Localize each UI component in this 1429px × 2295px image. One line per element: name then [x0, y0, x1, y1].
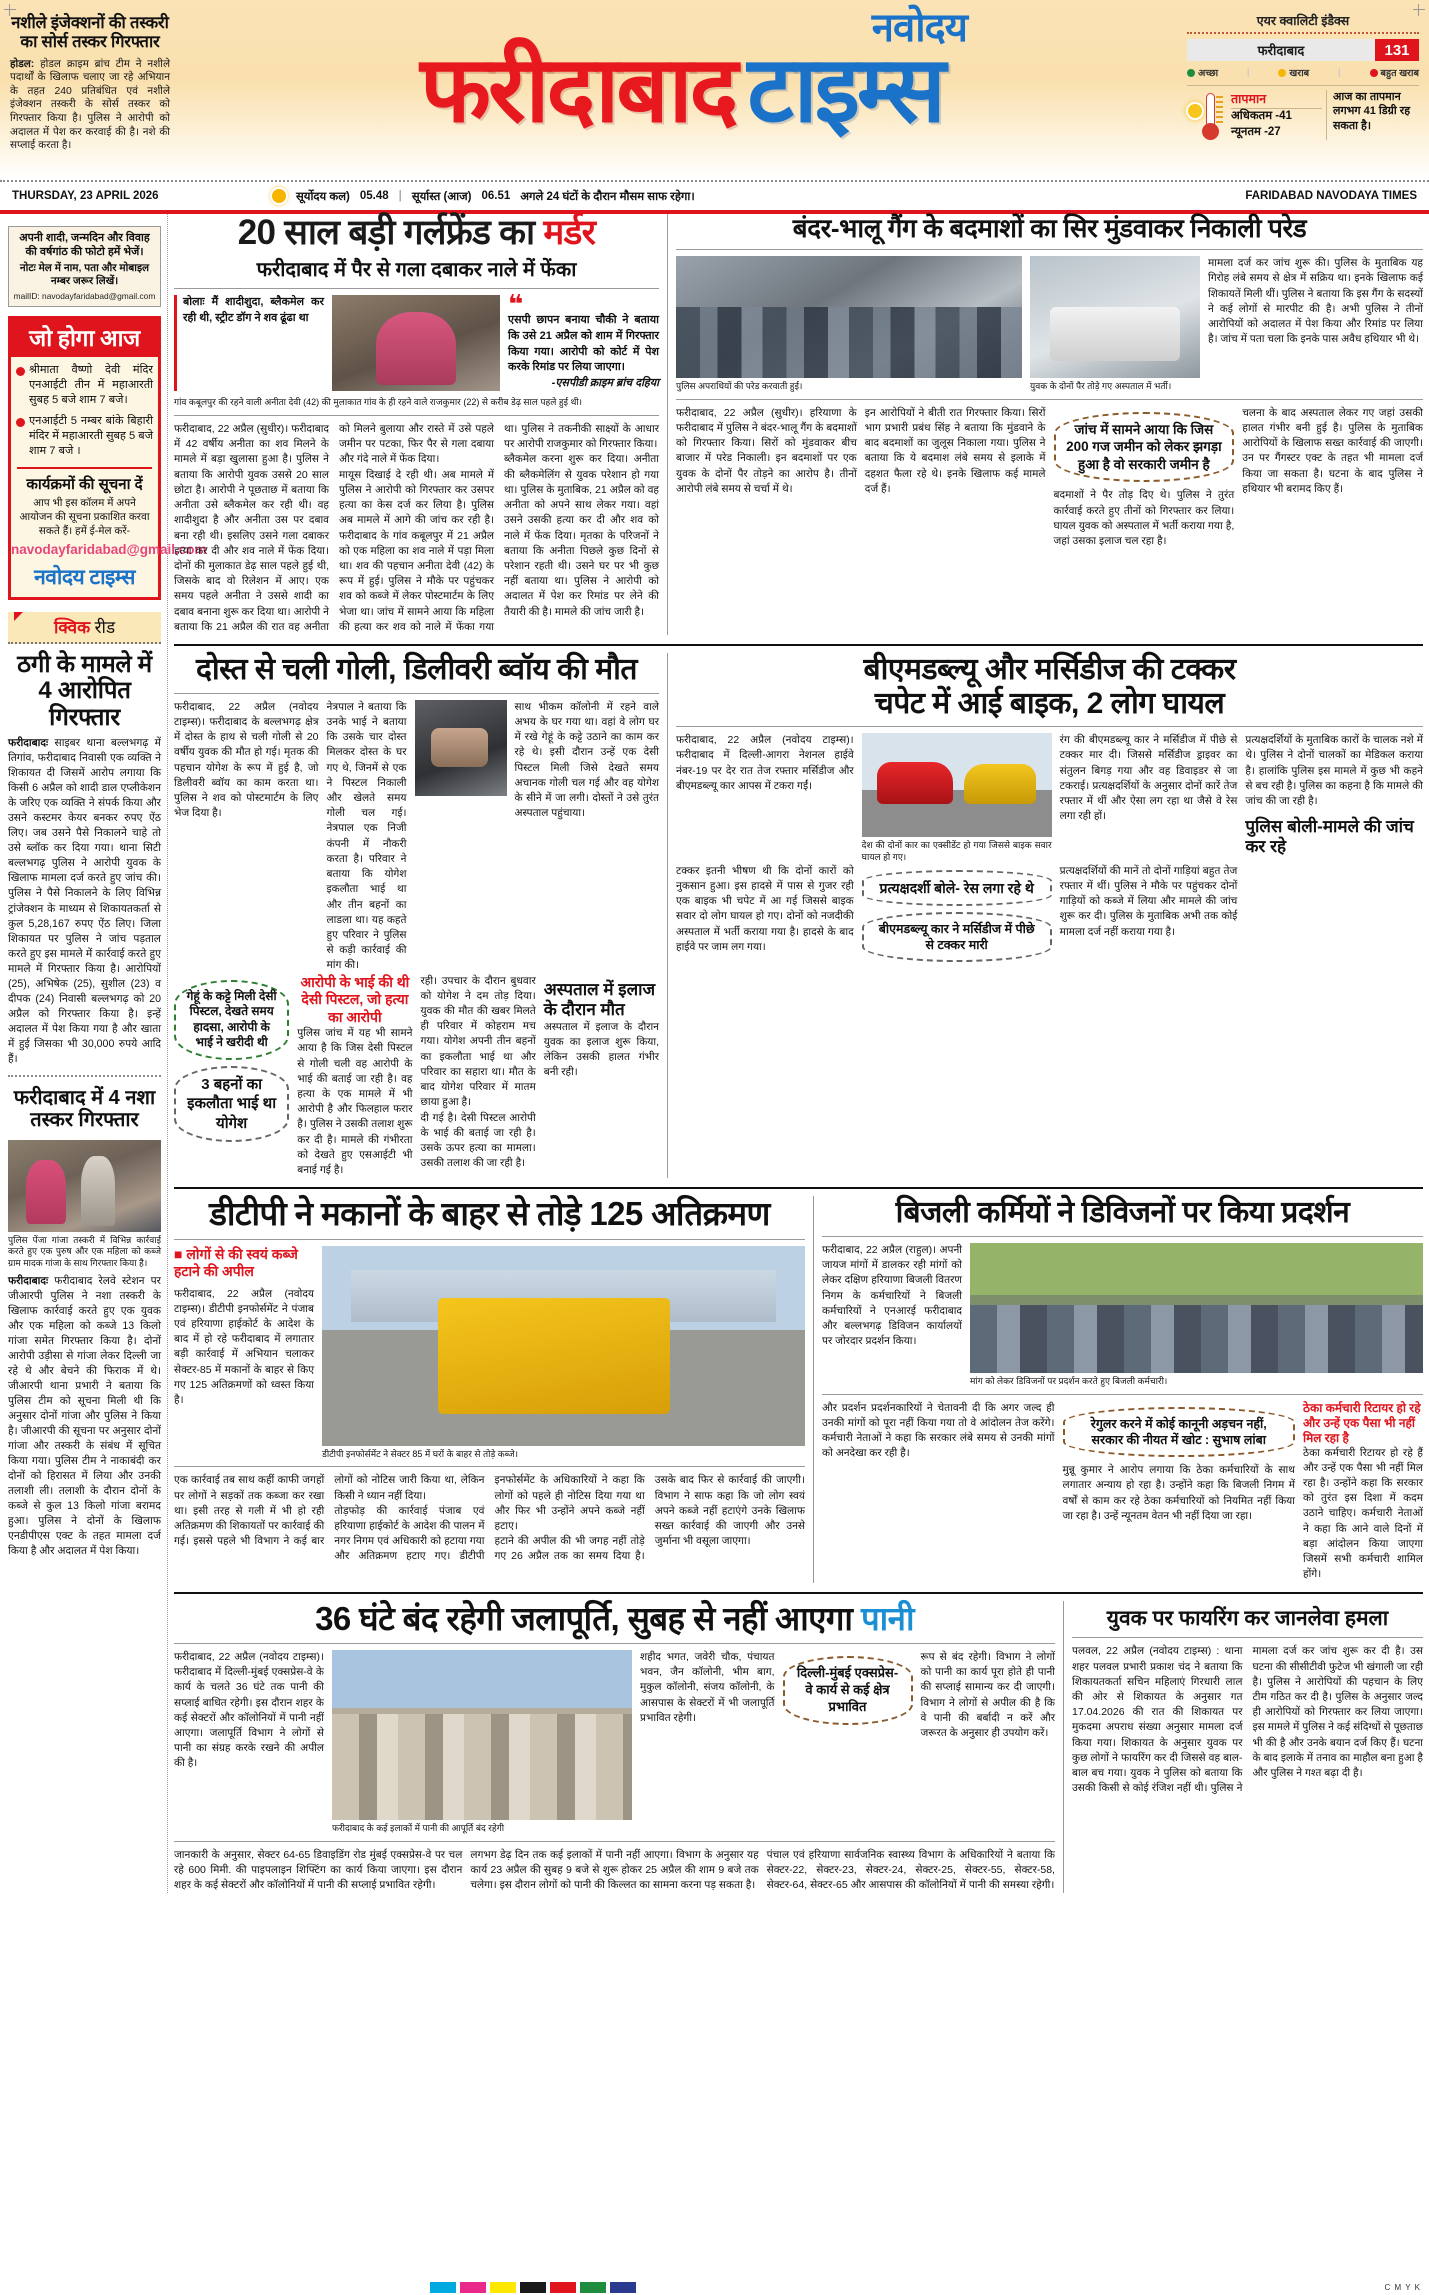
power-photo — [970, 1243, 1423, 1373]
mb-body — [676, 406, 1423, 550]
water-col-6: रूप से बंद रहेगी। विभाग ने लोगों को पानी का कार्य पूरा होते ही पानी की सप्लाई सामान्य कर दी जाएगी। विभाग ने लोगों से अपील की है कि वे पानी की बर्बादी न करें और जरूरत के अनुसार ही उपयोग करें। — [920, 1650, 1055, 1739]
dtp-story — [174, 1196, 814, 1582]
power-story — [822, 1196, 1423, 1582]
mb-photo-right-wrap — [1030, 256, 1200, 393]
quick-read-tag1: क्विक — [53, 617, 91, 637]
sidebar-story2-headline: फरीदाबाद में 4 नशा तस्कर गिरफ्तार — [13, 1086, 156, 1132]
dtp-col-1: फरीदाबाद, 22 अप्रैल (नवोदय टाइम्स)। डीटीपी इनफोर्समेंट ने पंजाब एवं हरियाणा हाईकोर्ट के आदेश के बाद में हो रहे फरीदाबाद में लगातार बड़ी कार्रवाई में अभियान चलाकर सेक्टर-85 में मकानों के बाहर से किए गए 125 अतिक्रमणों को ध्वस्त किया है। — [174, 1287, 314, 1407]
bmw-headline-1: बीएमडब्ल्यू और मर्सिडीज की टक्कर — [863, 653, 1236, 687]
quick-read-tag2: रीड — [94, 617, 116, 637]
color-swatch-black — [520, 2282, 546, 2293]
print-color-bar — [0, 2279, 1429, 2295]
bmw-top — [676, 733, 1423, 863]
monkey-bear-headline: बंदर-भालू गैंग के बदमाशों का सिर मुंडवाकर निकाली परेड — [792, 213, 1307, 243]
date-bar — [0, 180, 1429, 210]
firing-story — [1072, 1601, 1423, 1894]
crop-mark-topright — [1413, 4, 1425, 16]
thermometer-bulb — [1202, 123, 1219, 140]
sunset-time: 06.51 — [481, 190, 511, 202]
sidebar-divider — [8, 1075, 161, 1077]
main-content — [168, 214, 1429, 1893]
edition-name: FARIDABAD NAVODAYA TIMES — [1245, 190, 1417, 202]
lead-story — [174, 214, 668, 635]
fg-headline-part2: मौत — [595, 653, 638, 687]
lead-subhead: फरीदाबाद में पैर से गला दबाकर नाले में फेंका — [256, 258, 577, 281]
lead-col-2: मायूस दिखाई दे रही थी। अब मामले में पुलिस ने आरोपी को गिरफ्तार कर उसपर हत्या का केस दर्ज कर लिया है। पुलिस अब मामले में आगे की जांच कर रही है। फरीदाबाद के गांव कबूलपुर में 21 अप्रैल को एक महिला का शव नाले में पड़ा मिला था। शव की पहचान अनीता देवी (42) के रूप में हुई। पुलिस ने मौके पर पहुंचकर शव को कब्जे में लेकर पोस्टमार्टम के लिए भेजा था। जांच में सामने आया कि महिला की हत्या कर शव को नाले में फेंका गया था। पुलिस ने तकनीकी साक्ष्यों के आधार पर आरोपी राजकुमार को गिरफ्तार किया। — [339, 423, 659, 633]
masthead-story-text — [10, 58, 170, 153]
water-caption: फरीदाबाद के कई इलाकों में पानी की आपूर्ति बंद रहेगी — [332, 1822, 505, 1833]
sidebar-story2-body — [8, 1274, 161, 1560]
power-col-4: ठेका कर्मचारी रिटायर हो रहे हैं और उन्हें एक पैसा भी नहीं मिल रहा है। उन्होंने कहा कि सरकार को तुरंत इस दिशा में कदम उठाने चाहिए। कर्मचारी नेताओं ने कहा कि आने वाले दिनों में बड़ा आंदोलन किया जाएगा जिसमें सभी कर्मचारी शामिल होंगे। — [1303, 1446, 1423, 1581]
firing-divider — [1072, 1637, 1423, 1638]
logo-wordmark — [178, 38, 1171, 141]
legend-separator: | — [1246, 67, 1250, 78]
dtp-caption: डीटीपी इनफोर्समेंट ने सेक्टर 85 में घरों के बाहर से तोड़े कब्जे। — [322, 1448, 519, 1459]
logo-navoday: नवोदय — [871, 6, 967, 50]
sidebar-story1-headline: ठगी के मामले में 4 आरोपित गिरफ्तार — [17, 650, 152, 732]
row-lead — [174, 214, 1423, 635]
firing-headline: युवक पर फायरिंग कर जानलेवा हमला — [1106, 1606, 1389, 1630]
masthead-left-story — [0, 0, 178, 180]
sidebar-story1-dateline: फरीदाबादः — [8, 737, 49, 750]
mb-col-5: मामला दर्ज कर जांच शुरू की। पुलिस के मुताबिक यह गिरोह लंबे समय से क्षेत्र में सक्रिय था। इनके खिलाफ कई शिकायतें मिली थीं। पुलिस ने बताया कि इस गैंग के सदस्यों ने कई लोगों से मारपीट की है। अभी पुलिस ने तीनों आरोपियों को अदालत में पेश किया और रिमांड पर लिया है। जांच में पता चला कि इनके पास अवैध हथियार भी थे। — [1208, 257, 1423, 346]
sidebar-story1-body — [8, 736, 161, 1067]
fg-col-6: दी गई है। देसी पिस्टल आरोपी के भाई की बताई जा रही है। उसके ऊपर हत्या का मामला। उसकी तलाश की जा रही है। — [420, 1111, 536, 1170]
row-four — [174, 1592, 1423, 1894]
fg-subhead: आरोपी के भाई की थी देसी पिस्टल, जो हत्या का आरोपी — [300, 973, 410, 1025]
color-swatch-yellow — [490, 2282, 516, 2293]
fg-col-4: पुलिस जांच में यह भी सामने आया है कि जिस देसी पिस्टल से गोली चली वह आरोपी के भाई की बताई जा रही है। वह हत्या के एक मामले में भी आरोपी है और फिलहाल फरार है। पुलिस ने उसकी तलाश शुरू कर दी है। मामले की गंभीरता को देखते हुए एसआईटी भी बनाई गई है। — [297, 1027, 413, 1177]
temperature-min: न्यूनतम -27 — [1231, 125, 1281, 138]
water-col-5: शहीद भगत, जवेरी चौक, पंचायत भवन, जैन कॉलोनी, भीम बाग, मुकुल कॉलोनी, संजय कॉलोनी, के आसपास के सेक्टरों में भी जलापूर्ति प्रभावित रहेगी। — [640, 1650, 775, 1724]
color-swatch-green — [580, 2282, 606, 2293]
sidebar-story2-caption: पुलिस पेंजा गांजा तस्करी में विभिन्न कार्रवाई करते हुए एक पुरुष और एक महिला को कब्जे ग्राम मादक गांजा के साथ गिरफ्तार किया है। — [8, 1234, 161, 1269]
lead-divider — [174, 288, 659, 289]
lead-top-strip — [174, 289, 659, 391]
fg-col-2: नेत्रपाल ने बताया कि उनके भाई ने बताया कि उसके चार दोस्त मिलकर दोस्त के घर गए थे, जिनमें से एक ने पिस्टल निकाली और खेलते समय गोली चल गई। नेत्रपाल एक निजी कंपनी में नौकरी करता है। परिवार ने बताया कि योगेश इकलौता भाई था और तीन बहनों का लाडला था। यह कहते हुए परिवार ने पुलिस से कड़ी कार्रवाई की मांग की। — [326, 700, 407, 972]
today-subheading: कार्यक्रमों की सूचना दें — [26, 476, 143, 494]
good-dot-icon — [1187, 69, 1195, 77]
fg-headline — [174, 653, 659, 687]
quick-read-tab — [8, 612, 161, 644]
mb-divider-2 — [676, 399, 1423, 400]
masthead-story-dateline: होडल: — [10, 58, 35, 70]
fg-body-top — [174, 700, 659, 974]
mb-photo-right — [1030, 256, 1200, 378]
power-caption: मांग को लेकर डिविजनों पर प्रदर्शन करते हुए बिजली कर्मचारी। — [970, 1375, 1168, 1386]
mb-photo-left — [676, 256, 1022, 378]
logo-times: टाइम्स — [747, 38, 943, 141]
power-callout: रेगुलर करने में कोई कानूनी अड़चन नहीं, सरकार की नीयत में खोट : सुभाष लांबा — [1063, 1407, 1296, 1458]
bmw-col-5: प्रत्यक्षदर्शियों के मुताबिक कारों के चालक नशे में थे। पुलिस ने दोनों चालकों का मेडिकल कराया है। हालांकि पुलिस इस मामले में कुछ भी कहने से बच रही है। पुलिस का कहना है कि मामले की जांच की जा रही है। — [1245, 734, 1424, 808]
dtp-subhead-text: लोगों से की स्वयं कब्जे हटाने की अपील — [174, 1245, 298, 1280]
aqi-city: फरीदाबाद — [1187, 39, 1375, 61]
today-event-text: एनआईटी 5 नम्बर बांके बिहारी मंदिर में महाआरती सुबह 5 बजे शाम 7 बजे । — [29, 414, 153, 458]
water-headline-part1: 36 घंटे बंद रहेगी जलापूर्ति, सुबह से नहीं आएगा — [315, 1599, 861, 1637]
time-separator: | — [398, 190, 402, 202]
color-swatch-cyan — [430, 2282, 456, 2293]
lead-quote-right-text: एसपी छापन बनाया चौकी ने बताया कि उसे 21 अप्रैल को शाम में गिरफ्तार किया गया। आरोपी को कोर्ट में पेश करके रिमांड पर लिया जाएगा। — [508, 314, 659, 374]
bmw-callout-2: बीएमडब्ल्यू कार ने मर्सिडीज में पीछे से टक्कर मारी — [862, 912, 1052, 963]
sidebar-story1-text: साइबर थाना बल्लभगढ़ में तिगांव, फरीदाबाद निवासी एक व्यक्ति ने शिकायत दी जिसमें आरोप लगाया कि किसी 6 अप्रैल को शादी डाल एप्लीकेशन के जरिए एक व्यक्ति ने संपर्क किया और उसने कस्टमर केयर बनकर रुपए ऐंठ लिए। जब उसने पैसे निकालने चाहे तो उसे ब्लॉक कर दिया गया। थाना सिटी बल्लभगढ़ पुलिस ने आरोपी युवक के खिलाफ मामला दर्ज करते हुए जांच की। पुलिस ने पैसे निकालने के लिए विभिन्न ट्रांजेक्शन के माध्यम से शिकायतकर्ता से कुल 5,28,167 रुपए ऐंठ लिए। जिला शिकायत पर पुलिस ने जांच पड़ताल करते हुए इस मामले में कार्रवाई करते हुए मामले में गिरफ्तार किया है। आरोपियों (25), अभिषेक (25), सुशील (23) व दीपक (24) निवासी बल्लभगढ़ को 20 अप्रैल को गिरफ्तार किया है। इन्हें अदालत में पेश किया गया है और खाता में हुई जिसका भी 30,000 रुपये आदि हैं। — [8, 737, 161, 1065]
dtp-body — [174, 1473, 805, 1564]
sunset-label: सूर्यास्त (आज) — [411, 190, 472, 203]
dtp-subhead — [174, 1246, 314, 1281]
legend-separator-2: | — [1337, 67, 1341, 78]
logo-faridabad: फरीदाबाद — [420, 38, 736, 141]
aqi-widget — [1181, 0, 1429, 180]
power-headline: बिजली कर्मियों ने डिविजनों पर किया प्रदर्शन — [895, 1196, 1350, 1230]
bmw-callout-1: प्रत्यक्षदर्शी बोले- रेस लगा रहे थे — [862, 870, 1052, 906]
page-body — [0, 214, 1429, 1893]
color-swatch-magenta — [460, 2282, 486, 2293]
send-photo-line2: नोटः मेल में नाम, पता और मोबाइल नम्बर जरूर लिखें। — [19, 262, 150, 287]
row-three — [174, 1187, 1423, 1582]
mb-col-3: बदमाशों ने पैर तोड़ दिए थे। पुलिस ने तुरंत कार्रवाई करते हुए तीनों को गिरफ्तार कर लिया। घायल युवक को अस्पताल में भर्ती कराया गया है, जहां उसका इलाज चल रहा है। — [1053, 489, 1235, 548]
dtp-headline: डीटीपी ने मकानों के बाहर से तोड़े 125 अतिक्रमण — [209, 1195, 770, 1233]
today-event-item — [11, 408, 158, 459]
temperature-note: आज का तापमान लगभग 41 डिग्री रह सकता है। — [1333, 91, 1411, 132]
verybad-dot-icon — [1370, 69, 1378, 77]
fg-col-7: अस्पताल में इलाज के दौरान युवक का इलाज शुरू किया, लेकिन उसकी हालत गंभीर बनी रही। — [543, 1020, 659, 1079]
lead-quote-attribution: -एसपीडी क्राइम ब्रांच दहिया — [551, 376, 659, 389]
bullet-icon — [16, 418, 25, 427]
water-photo — [332, 1650, 632, 1820]
water-col-4: पंचाल एवं हरियाणा सार्वजनिक स्वास्थ्य विभाग के अधिकारियों ने बताया कि सेक्टर-22, सेक्टर-23, सेक्टर-24, सेक्टर-25, सेक्टर-55, सेक्टर-58, सेक्टर-64, सेक्टर-65 और आसपास की कॉलोनियों में पानी की समस्या रहेगी। — [766, 1848, 1055, 1891]
water-col-3: लगभग डेढ़ दिन तक कई इलाकों में पानी नहीं आएगा। विभाग के अनुसार यह कार्य 23 अप्रैल की सुबह 9 बजे से शुरू होकर 25 अप्रैल की शाम 9 बजे तक चलेगा। इस दौरान लोगों को पानी की किल्लत का सामना करना पड़ सकता है। — [470, 1848, 759, 1891]
dtp-photo — [322, 1246, 805, 1446]
sidebar-story2-text: फरीदाबाद रेलवे स्टेशन पर जीआरपी पुलिस ने नशा तस्करी के खिलाफ कार्रवाई करते हुए एक युवक और एक महिला को कब्जे 13 किलो गांजा समेत गिरफ्तार किया है। दोनों आरोपी उड़ीसा से गांजा लेकर दिल्ली जा रहे थे और बेचने की फिराक में थे। जीआरपी थाना प्रभारी ने बताया कि पुलिस टीम को सूचना मिली थी कि अनुसार दोनों गांजा और पुलिस ने किया है। जीआरपी की सूचना पर अनुसार दोनों गांजा और तस्करी के संबंध में सूचित किया गया। पुलिस टीम ने नाकाबंदी कर दोनों को हिरासत में लिया और उनकी तलाशी ली। तलाशी के दौरान दोनों के कब्जे से कुल 13 किलो गांजा बरामद हुआ। पुलिस ने दोनों के खिलाफ एनडीपीएस एक्ट के तहत मामला दर्ज किया है और अदालत में पेश किया। — [8, 1274, 161, 1558]
lead-body — [174, 422, 659, 635]
bmw-caption: देश की दोनों कार का एक्सीडेंट हो गया जिससे बाइक सवार घायल हो गए। — [861, 840, 1052, 862]
lead-headline-part2: मर्डर — [543, 213, 596, 252]
aqi-value: 131 — [1375, 39, 1419, 61]
mb-photo-left-wrap — [676, 256, 1022, 393]
mb-callout: जांच में सामने आया कि जिस 200 गज जमीन को लेकर झगड़ा हुआ है वो सरकारी जमीन है — [1054, 412, 1235, 483]
today-brand: नवोदय टाइम्स — [34, 565, 135, 589]
bmw-col-3: रंग की बीएमडब्ल्यू कार ने मर्सिडीज में पीछे से टक्कर मार दी। जिससे मर्सिडीज ड्राइवर का संतुलन बिगड़ गया और वह डिवाइडर से जा टकराई। प्रत्यक्षदर्शियों के अनुसार दोनों कारें तेज रफ्तार में थीं और ऐसा लग रहा था जैसे वे रेस लगा रही हों। — [1059, 734, 1238, 823]
water-headline-part2: पानी — [860, 1599, 914, 1637]
mb-caption-left: पुलिस अपराधियों की परेड करवाती हुई। — [676, 381, 803, 392]
water-callout: दिल्ली-मुंबई एक्सप्रेस-वे कार्य से कई क्षेत्र प्रभावित — [783, 1656, 913, 1725]
fg-photo — [415, 700, 507, 796]
water-headline — [174, 1601, 1055, 1637]
fg-col-1: फरीदाबाद, 22 अप्रैल (नवोदय टाइम्स)। फरीदाबाद के बल्लभगढ़ क्षेत्र में दोस्त के हाथ से चली गोली से 20 वर्षीय युवक की मौत हो गई। मृतक की पहचान योगेश के रूप में हुई है, जो डिलीवरी ब्वॉय का काम करता था। पुलिस ने शव को पोस्टमार्टम के लिए भेज दिया है। — [174, 700, 319, 820]
water-divider-2 — [174, 1841, 1055, 1842]
bmw-col-4: प्रत्यक्षदर्शियों की मानें तो दोनों गाड़ियां बहुत तेज रफ्तार में थीं। पुलिस ने मौके पर पहुंचकर दोनों गाड़ियों को कब्जे में लिया और मामले की जांच शुरू कर दी। पुलिस के मुताबिक अभी तक कोई मामला दर्ज नहीं कराया गया है। — [1059, 864, 1238, 938]
mb-photos — [676, 256, 1423, 393]
aqi-legend — [1187, 66, 1419, 79]
left-sidebar — [0, 214, 207, 1893]
today-events-heading: जो होगा आज — [11, 319, 158, 357]
aqi-title: एयर क्वालिटी इंडैक्स — [1256, 14, 1350, 28]
lead-col-1: फरीदाबाद, 22 अप्रैल (सुधीर)। फरीदाबाद में 42 वर्षीय अनीता का शव मिलने के मामले में बड़ा खुलासा हुआ है। पुलिस ने बताया कि आरोपी युवक उससे 20 साल छोटा है। आरोपी ने पूछताछ में बताया कि अनीता उसे ब्लैकमेल कर रही थी। वह शादीशुदा है और अनीता उस पर दबाव बना रही थी। इसलिए उसने गला दबाकर हत्या कर दी और शव नाले में फेंक दिया। दोनों की मुलाकात डेढ़ साल पहले हुई थी, जिसके बाद वो रिलेशन में आए। एक समय पहले अनीता ने उससे शादी का दबाव बनाना शुरू कर दिया था। आरोपी ने बताया कि 21 अप्रैल की रात वह अनीता को मिलने बुलाया और रास्ते में उसे पहले जमीन पर पटका, फिर पैर से गला दबाया और गंदे नाले में फेंक दिया। — [174, 423, 494, 633]
sidebar-story2-dateline: फरीदाबादः — [8, 1274, 49, 1287]
quote-icon: ❝ — [508, 289, 524, 320]
bullet-icon — [16, 367, 25, 376]
fg-col-3: साथ भीकम कॉलोनी में रहने वाले अभय के घर गया था। वहां वे लोग घर में रखे गेहूं के कट्टे उठाने का काम कर रहे थे। इसी दौरान उन्हें एक देसी पिस्टल मिली जिसे देखते समय अचानक गोली चल गई और वह योगेश के सीने में जा लगी। दोस्तों ने उसे तुरंत अस्पताल पहुंचाया। — [514, 700, 659, 820]
power-col-1: फरीदाबाद, 22 अप्रैल (राहुल)। अपनी जायज मांगों में डालकर रही मांगों को लेकर दक्षिण हरियाणा बिजली वितरण निगम के कर्मचारियों ने बिजली कर्मचारियों ने एनआरई फरीदाबाद और बल्लभगढ़ डिविजन कार्यालयों पर जोरदार प्रदर्शन किया। — [822, 1243, 962, 1348]
bmw-col-1: फरीदाबाद, 22 अप्रैल (नवोदय टाइम्स)। फरीदाबाद में दिल्ली-आगरा नेशनल हाईवे नंबर-19 पर देर रात तेज रफ्तार मर्सिडीज और बीएमडब्ल्यू कार आपस में टकरा गईं। — [676, 734, 854, 792]
fg-col-5: रही। उपचार के दौरान बुधवार को योगेश ने दम तोड़ दिया। युवक की मौत की खबर मिलते ही परिवार में कोहराम मच गया। योगेश अपनी तीन बहनों का इकलौता भाई था और परिवार का सहारा था। मौत के बाद योगेश परिवार में मातम छाया हुआ है। — [420, 974, 536, 1109]
water-bottom — [174, 1848, 1055, 1894]
friend-gun-story — [174, 653, 668, 1178]
water-col-2: जानकारी के अनुसार, सेक्टर 64-65 डिवाइडिंग रोड मुंबई एक्सप्रेस-वे पर चल रहे 600 मिमी. की पाइपलाइन शिफ्टिंग का कार्य किया जाएगा। इस दौरान शहर के कई सेक्टरों और कॉलोनियों में पानी की सप्लाई प्रभावित रहेगी। — [174, 1848, 463, 1891]
bmw-photo — [862, 733, 1052, 837]
water-col-1: फरीदाबाद, 22 अप्रैल (नवोदय टाइम्स)। फरीदाबाद में दिल्ली-मुंबई एक्सप्रेस-वे के कार्य के चलते 36 घंटे तक पानी की सप्लाई बाधित रहेगी। इस दौरान शहर के कई सेक्टरों और कॉलोनियों में पानी नहीं आएगा। जलापूर्ति विभाग ने लोगों से पानी का संग्रह करके रखने की अपील की है। — [174, 1650, 324, 1770]
power-col-3: मुन्नू कुमार ने आरोप लगाया कि ठेका कर्मचारियों के साथ लगातार अन्याय हो रहा है। उन्होंने कहा कि बिजली निगम में वर्षों से काम कर रहे ठेका कर्मचारियों को नियमित नहीं किया जा रहा है। उन्हें न्यूनतम वेतन भी नहीं दिया जा रहा। — [1062, 1464, 1295, 1522]
bad-dot-icon — [1278, 69, 1286, 77]
mb-caption-right: युवक के दोनों पैर तोड़े गए अस्पताल में भर्ती। — [1030, 381, 1172, 392]
row-two — [174, 644, 1423, 1178]
thermometer-scale — [1216, 96, 1223, 126]
dtp-col-3: तोड़फोड़ की कार्रवाई पंजाब एवं हरियाणा हाईकोर्ट के आदेश की पालन में नगर निगम एवं अधिकारी को हटाया गया और अतिक्रमण हटाए गए। डीटीपी इनफोर्समेंट के अधिकारियों ने कहा कि लोगों को पहले ही नोटिस दिया गया था और फिर भी उन्होंने अपने कब्जे नहीं हटाए। — [334, 1474, 645, 1563]
sunrise-label: सूर्योदय कल) — [296, 190, 350, 203]
bmw-col-2: टक्कर इतनी भीषण थी कि दोनों कारों को नुकसान हुआ। इस हादसे में पास से गुजर रही एक बाइक भी चपेट में आ गई जिससे बाइक सवार दो लोग घायल हो गए। दोनों को नजदीकी अस्पताल में भर्ती कराया गया है। हादसे के बाद हाईवे पर जाम लग गया। — [676, 864, 854, 953]
aqi-legend-verybad: बहुत खराब — [1370, 66, 1419, 79]
today-divider — [17, 467, 152, 469]
cmyk-label: C M Y K — [1384, 2282, 1421, 2292]
power-divider — [822, 1236, 1423, 1237]
color-swatch-red — [550, 2282, 576, 2293]
crop-mark-topleft — [4, 4, 16, 16]
water-top — [174, 1650, 1055, 1835]
lead-quote-left — [174, 295, 324, 391]
firing-body — [1072, 1644, 1423, 1796]
temperature-max: अधिकतम -41 — [1231, 110, 1292, 122]
dtp-bullet-icon: ■ — [174, 1245, 187, 1262]
lead-caption: गांव कबूलपुर की रहने वाली अनीता देवी (42) की मुलाकात गांव के ही रहने वाले राजकुमार (22) से करीब डेढ़ साल पहले हुई थी। — [174, 397, 583, 408]
mb-divider — [676, 249, 1423, 250]
dtp-divider — [174, 1239, 805, 1240]
fg-callout-1: गेहूं के कट्टे मिली देसी पिस्टल, देखते समय हादसा, आरोपी के भाई ने खरीदी थी — [174, 980, 289, 1060]
mb-col-1: फरीदाबाद, 22 अप्रैल (सुधीर)। हरियाणा के फरीदाबाद में पुलिस ने बंदर-भालू गैंग के बदमाशों को गिरफ्तार किया। सिरों को मुंडवाकर बीच बाजार में परेड निकाली। इन बदमाशों पर एक युवक के दोनों पैर तोड़ने का आरोप है। तीनों आरोपी लंबे समय से चर्चा में थे। — [676, 406, 857, 495]
dtp-col-4: हटाने की अपील की भी जगह नहीं तोड़े गए 26 अप्रैल तक का समय दिया है। उसके बाद फिर से कार्रवाई की जाएगी। विभाग ने साफ कहा कि जो लोग स्वयं अपने कब्जे नहीं हटाएंगे उनके खिलाफ सख्त कार्रवाई की जाएगी और उनसे जुर्माना भी वसूला जाएगा। — [494, 1474, 805, 1563]
bmw-subhead: पुलिस बोली-मामले की जांच कर रहे — [1245, 817, 1414, 857]
lead-photo — [332, 295, 500, 391]
temperature-title: तापमान — [1231, 90, 1322, 109]
masthead-logo — [178, 0, 1181, 180]
power-col-2: और प्रदर्शन प्रदर्शनकारियों ने चेतावनी दी कि अगर जल्द ही उनकी मांगों को पूरा नहीं किया गया तो वे आंदोलन तेज करेंगे। कर्मचारी नेताओं ने कहा कि सरकार लंबे समय से उनकी मांगों को अनदेखा कर रही है। — [822, 1401, 1055, 1460]
lead-divider-2 — [174, 415, 659, 416]
aqi-legend-bad: खराब — [1278, 66, 1309, 79]
fg-divider — [174, 693, 659, 694]
monkey-bear-story — [676, 214, 1423, 635]
fg-headline-part1: दोस्त से चली गोली, डिलीवरी ब्वॉय की — [195, 653, 596, 687]
power-top — [822, 1243, 1423, 1388]
sunrise-time: 05.48 — [359, 190, 389, 202]
power-divider-2 — [822, 1394, 1423, 1395]
water-story — [174, 1601, 1064, 1894]
dtp-col-2: एक कार्रवाई तब साथ कहीं काफी जगहों पर लोगों ने सड़कों तक कब्जा कर रखा था। इसी तरह से गली में भी हो रही अतिक्रमण की शिकायतों पर कार्रवाई की गई। इससे पहले भी विभाग ने कई बार लोगों को नोटिस जारी किया था, लेकिन किसी ने ध्यान नहीं दिया। — [174, 1474, 485, 1548]
color-swatch-blue — [610, 2282, 636, 2293]
sidebar-story2-photo — [8, 1140, 161, 1232]
mb-col-4: चलना के बाद अस्पताल लेकर गए जहां उसकी हालत गंभीर बनी हुई है। पुलिस के मुताबिक आरोपियों के खिलाफ सख्त कार्रवाई की जाएगी। उन पर गैंगस्टर एक्ट के तहत भी मामला दर्ज किया जा सकता है। घटना के बाद पुलिस ने हथियार भी बरामद किए हैं। — [1242, 406, 1423, 495]
mb-col-far-right — [1208, 256, 1423, 393]
fg-callout-2: 3 बहनों का इकलौता भाई था योगेश — [174, 1066, 289, 1143]
lead-quote-left-text: बोलाः मैं शादीशुदा, ब्लैकमेल कर रही थी, स्ट्रीट डॉग ने शव ढूंढा था — [183, 296, 324, 324]
power-bottom — [822, 1401, 1423, 1583]
issue-date: THURSDAY, 23 APRIL 2026 — [12, 190, 159, 202]
today-event-text: श्रीमाता वैष्णो देवी मंदिर एनआईटी तीन में महाआरती सुबह 5 बजे शाम 7 बजे। — [29, 363, 153, 406]
masthead — [0, 0, 1429, 180]
bmw-bottom — [676, 864, 1423, 969]
weather-forecast: अगले 24 घंटों के दौरान मौसम साफ रहेगा। — [520, 190, 695, 203]
send-photo-box — [8, 226, 161, 307]
masthead-story-headline: नशीले इंजेक्शनों की तस्करी का सोर्स तस्कर गिरफ्तार — [11, 14, 169, 52]
aqi-bottom-divider — [1187, 85, 1419, 86]
bmw-story — [676, 653, 1423, 1178]
today-events-box — [8, 316, 207, 600]
lead-headline — [174, 214, 659, 253]
today-event-item — [11, 357, 158, 408]
today-email[interactable]: navodayfaridabad@gmail.com — [11, 542, 207, 558]
today-subtext: आप भी इस कॉलम में अपने आयोजन की सूचना प्रकाशित करवा सकते हैं। हमें ई-मेल करें- — [19, 498, 150, 537]
send-photo-line1: अपनी शादी, जन्मदिन और विवाह की वर्षगांठ की फोटो हमें भेजें। — [19, 232, 150, 258]
fg-callout-3: अस्पताल में इलाज के दौरान मौत — [543, 979, 656, 1019]
firing-text: पलवल, 22 अप्रैल (नवोदय टाइम्स) : थाना शहर पलवल प्रभारी प्रकाश चंद ने बताया कि शिकायतकर्ता सचिन महिलाएं गिरधारी लाल की ओर से शिकायत के अनुसार गत 17.04.2026 की रात की शिकायत पर मुकदमा अपराध संख्या अनुसार मामला दर्ज किया गया। शिकायत के अनुसार युवक पर कुछ लोगों ने फायरिंग कर दी जिससे वह बाल-बाल बच गया। युवक ने पुलिस को बताया कि उसकी किसी से कोई रंजिश नहीं थी। पुलिस ने मामला दर्ज कर जांच शुरू कर दी है। उस घटना की सीसीटीवी फुटेज भी खंगाली जा रही है। पुलिस ने आरोपियों की पहचान के लिए टीम गठित कर दी है। पुलिस के अनुसार जल्द ही आरोपियों को गिरफ्तार कर लिया जाएगा। इस मामले में पुलिस ने कई संदिग्धों से पूछताछ भी की है और उनके बयान दर्ज किए हैं। घटना के बाद इलाके में तनाव का माहौल बना हुआ है और पुलिस ने गश्त बढ़ा दी है। — [1072, 1645, 1423, 1795]
water-divider — [174, 1643, 1055, 1644]
fg-body-bottom — [174, 974, 659, 1179]
temperature-values — [1227, 90, 1327, 140]
thermometer-icon — [1187, 90, 1227, 142]
aqi-divider — [1187, 32, 1419, 34]
power-subhead: ठेका कर्मचारी रिटायर हो रहे और उन्हें एक पैसा भी नहीं मिल रहा है — [1303, 1400, 1421, 1445]
lead-col-3: ब्लैकमेल करना शुरू कर दिया। अनीता की ब्लैकमेलिंग से युवक परेशान हो गया था। पुलिस के मुताबिक, 21 अप्रैल को वह अनीता को अपने साथ लेकर गया। वहां उसने उसकी हत्या कर दी और शव को नाले में फेंक दिया। मृतका के परिजनों ने बताया कि अनीता पिछले कुछ दिनों से परेशान रहती थी। उसने घर पर भी कुछ नहीं बताया था। पुलिस ने आरोपी को अदालत में पेश कर रिमांड पर लेने की तैयारी की है। मामले की जांच जारी है। — [504, 453, 659, 618]
dtp-top — [174, 1246, 805, 1461]
bmw-headline-2: चपेट में आई बाइक, 2 लोग घायल — [874, 686, 1225, 720]
aqi-row — [1187, 39, 1419, 61]
lead-quote-right — [508, 289, 659, 391]
sun-icon — [1188, 104, 1202, 118]
dtp-divider-2 — [174, 1466, 805, 1467]
lead-headline-part1: 20 साल बड़ी गर्लफ्रेंड का — [237, 213, 544, 252]
temperature-widget — [1187, 90, 1419, 142]
sun-times — [272, 189, 1167, 204]
send-photo-mailid: mailID: navodayfaridabad@gmail.com — [13, 290, 156, 301]
aqi-legend-good: अच्छा — [1187, 66, 1218, 79]
mb-col-2: इन आरोपियों ने बीती रात गिरफ्तार किया। सिरों भाग प्रभारी प्रबंध सिंह ने बताया कि मुंडवाने के बाद बदमाशों का जुलूस निकाला गया। पुलिस ने बताया कि ये बदमाश लंबे समय से इलाके में दहशत फैला रहे थे। इनके खिलाफ कई मामले दर्ज हैं। — [864, 406, 1046, 495]
sunrise-icon — [272, 189, 286, 203]
masthead-story-body: होडल क्राइम ब्रांच टीम ने नशीले पदार्थों के खिलाफ चलाए जा रहे अभियान के तहत 240 प्रतिबंधित एवं नशीले इंजेक्शन तस्करी के सोर्स तस्कर को गिरफ्तार किया है। पुलिस ने आरोपी को अदालत में पेश कर करवाई की है। नशे की सप्लाई करता है। — [10, 58, 170, 152]
bmw-divider — [676, 726, 1423, 727]
